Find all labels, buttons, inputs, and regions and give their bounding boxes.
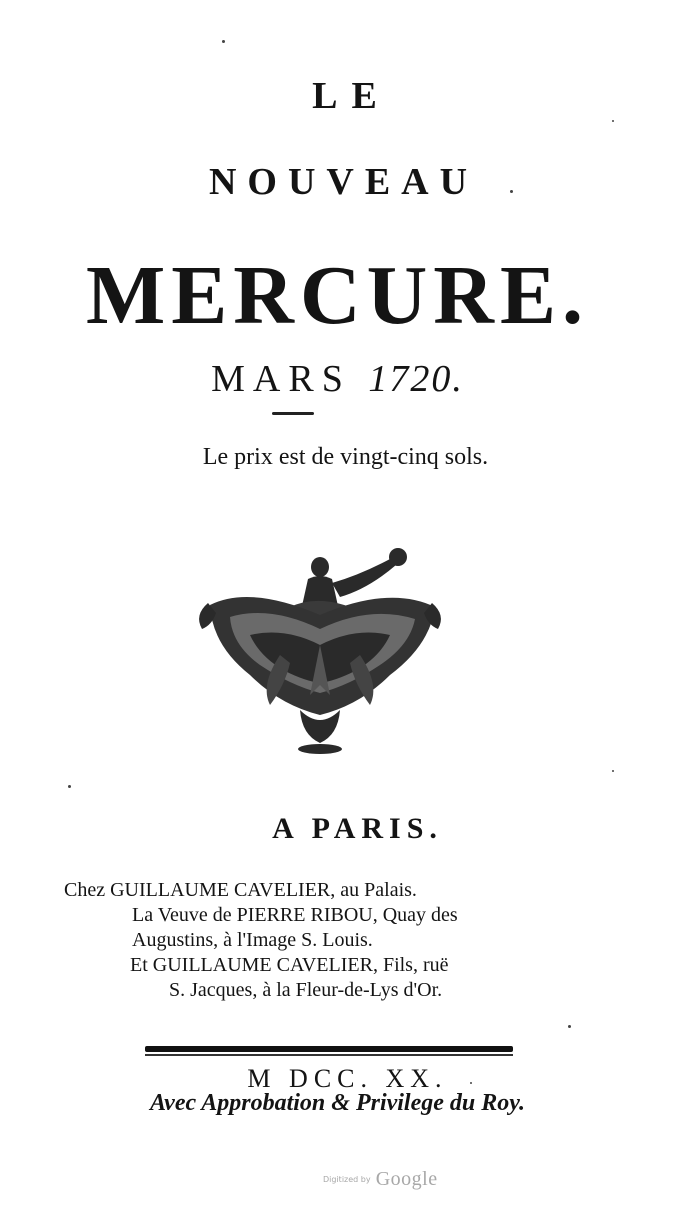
watermark-brand: Google xyxy=(375,1168,438,1190)
paper-speck xyxy=(222,40,225,43)
imprint-line: Augustins, à l'Image S. Louis. xyxy=(132,929,373,951)
publication-date: M DCC. XX. xyxy=(247,1064,448,1093)
issue-date-line xyxy=(0,357,675,401)
paper-speck xyxy=(470,1082,472,1084)
issue-month: MARS xyxy=(211,358,351,400)
digitized-watermark xyxy=(323,1168,438,1191)
thick-rule xyxy=(145,1046,513,1052)
printers-ornament-icon xyxy=(190,545,450,760)
title-line-le: LE xyxy=(312,75,391,117)
title-line-mercure: MERCURE. xyxy=(86,249,589,342)
imprint-block xyxy=(64,878,624,1003)
imprint-line: Et GUILLAUME CAVELIER, Fils, ruë xyxy=(130,954,449,976)
paper-speck xyxy=(510,190,513,193)
paper-speck xyxy=(612,770,614,772)
watermark-prefix: Digitized by xyxy=(323,1175,371,1184)
imprint-line: La Veuve de PIERRE RIBOU, Quay des xyxy=(132,904,458,926)
short-rule xyxy=(272,412,314,415)
issue-year: 1720. xyxy=(368,358,464,400)
paper-speck xyxy=(568,1025,571,1028)
imprint-line: S. Jacques, à la Fleur-de-Lys d'Or. xyxy=(169,979,443,1001)
paper-speck xyxy=(68,785,71,788)
price-line: Le prix est de vingt-cinq sols. xyxy=(202,444,489,470)
thin-rule xyxy=(145,1054,513,1056)
privilege-line: Avec Approbation & Privilege du Roy. xyxy=(149,1090,526,1116)
paper-speck xyxy=(612,120,614,122)
imprint-line: Chez GUILLAUME CAVELIER, au Palais. xyxy=(64,879,417,901)
title-line-nouveau: NOUVEAU xyxy=(208,161,479,203)
place-of-publication: A PARIS. xyxy=(272,812,443,845)
